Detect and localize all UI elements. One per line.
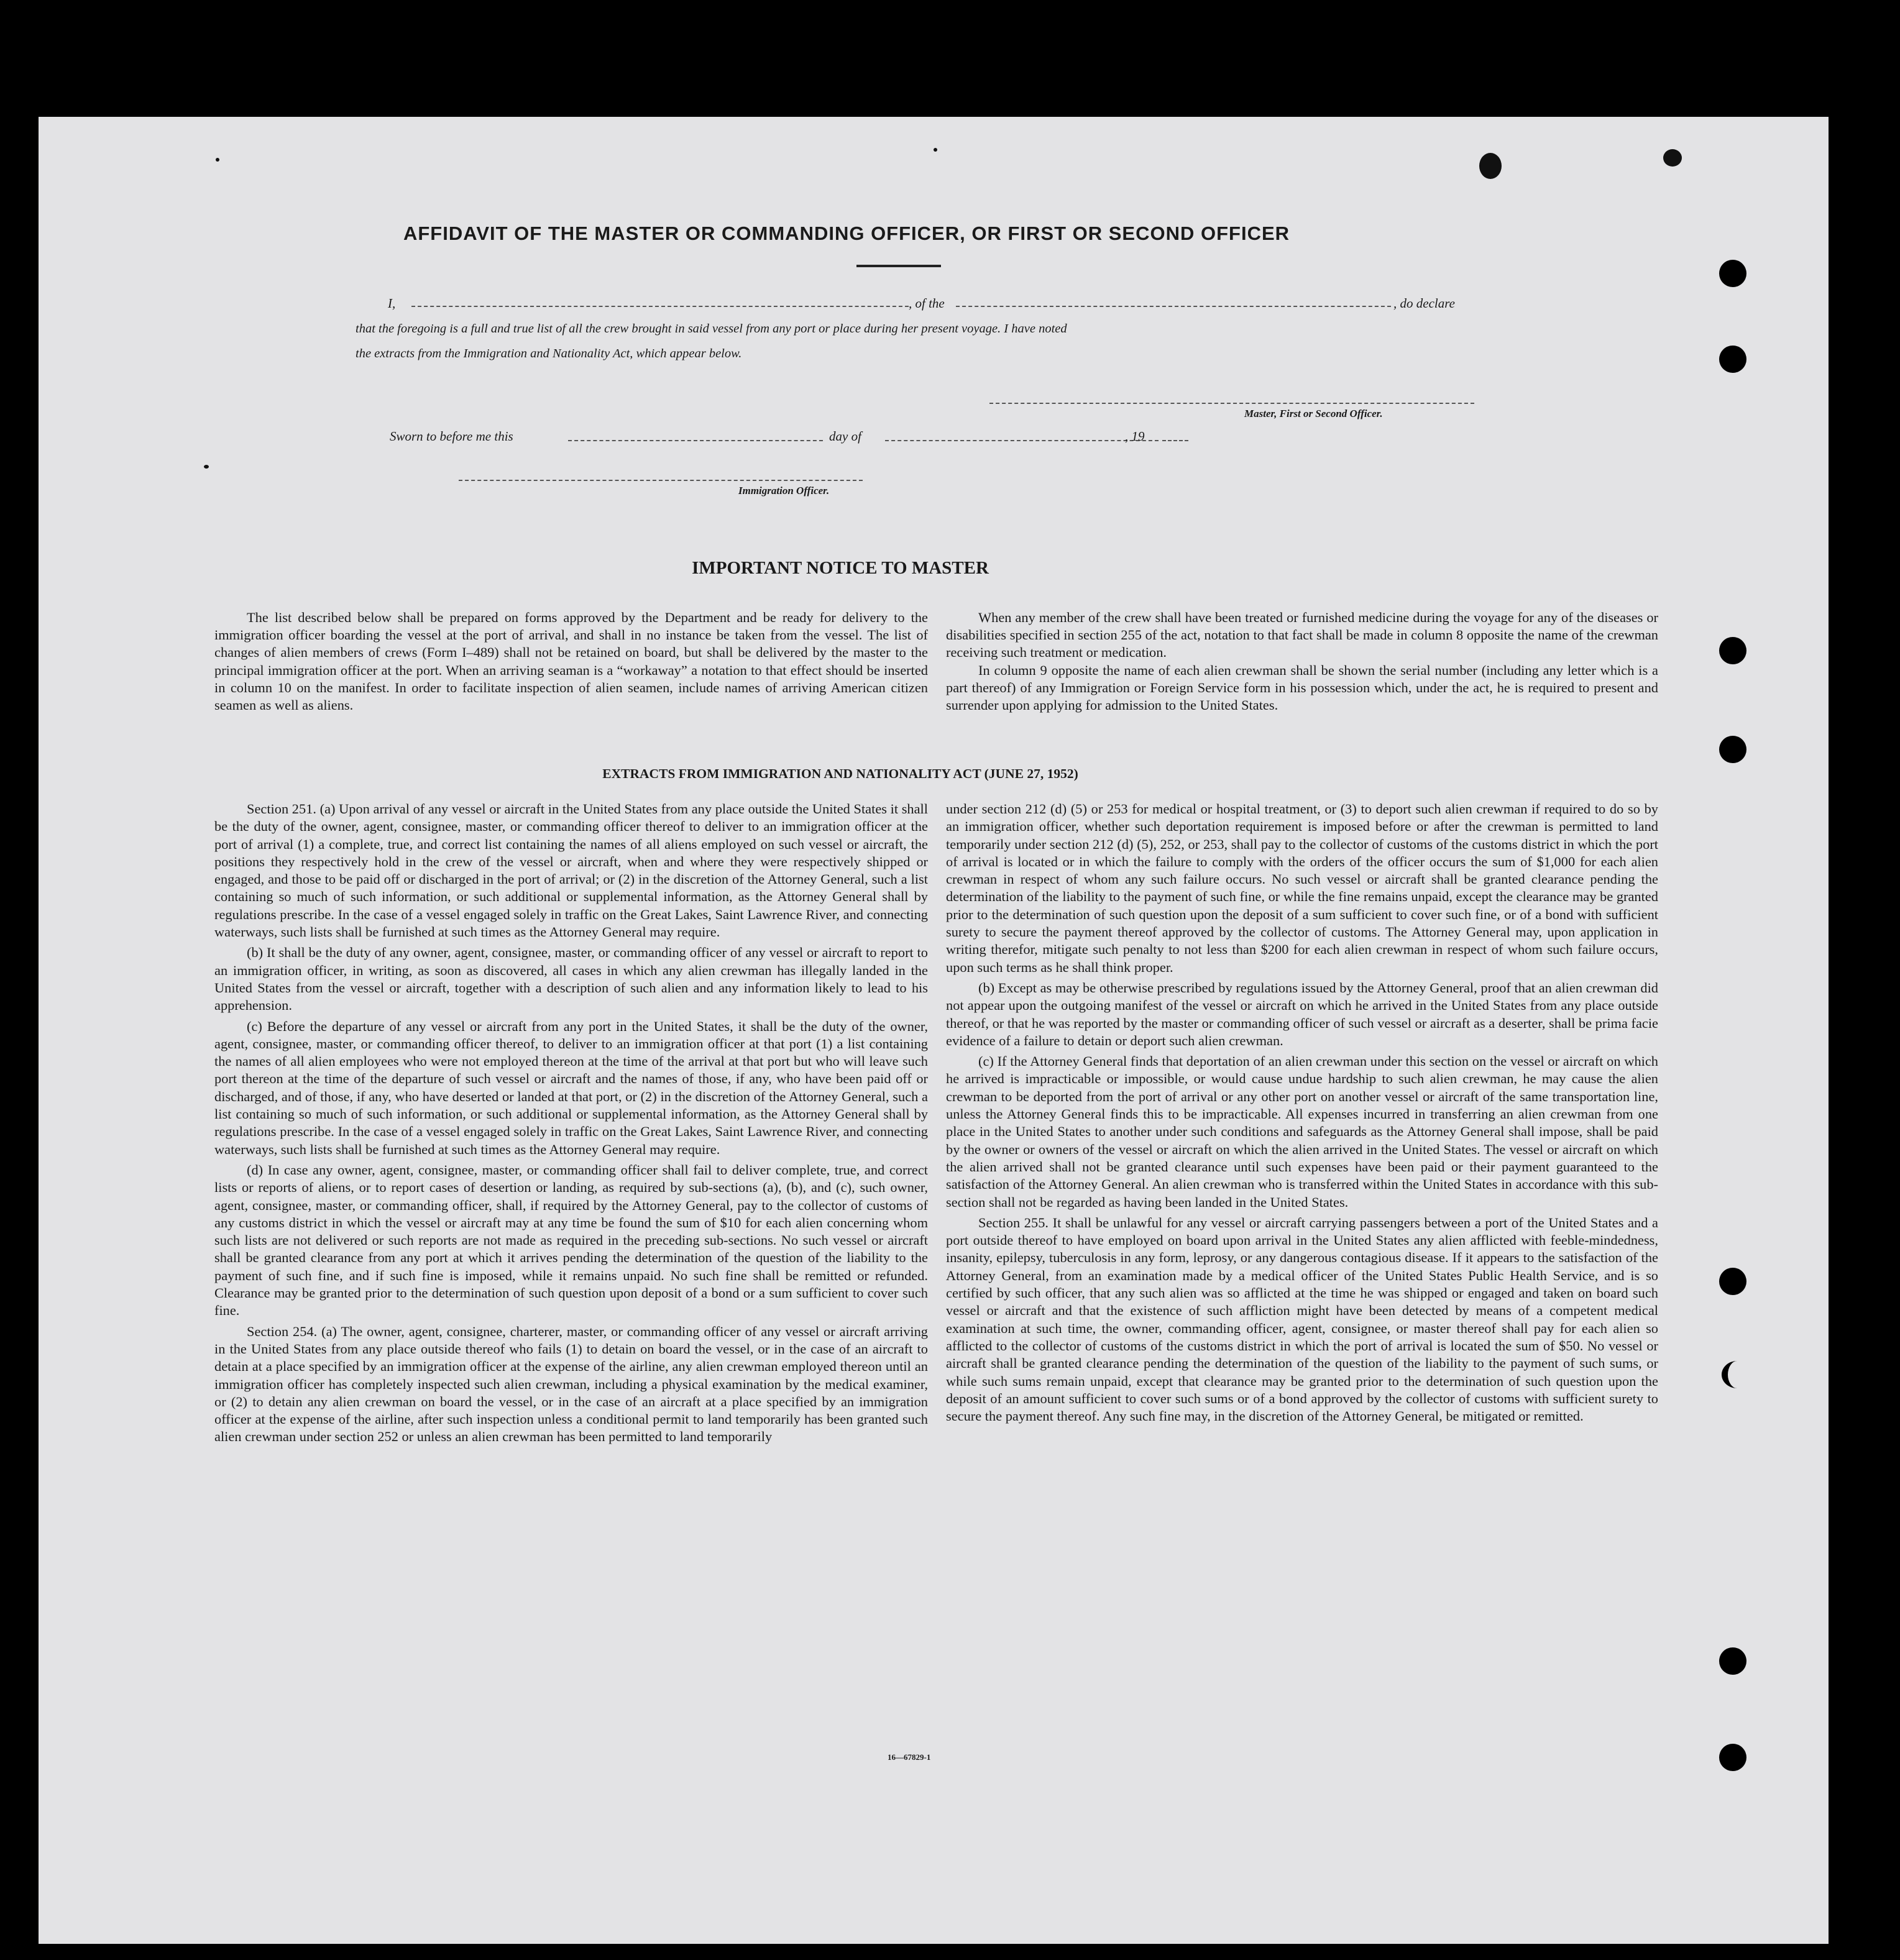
notice-left-column (214, 609, 928, 717)
declaration-line-1: that the foregoing is a full and true list of all the crew brought in said vessel from any port or place during her present voyage. I have noted (356, 322, 1067, 336)
affidavit-title: AFFIDAVIT OF THE MASTER OR COMMANDING OFFICER, OR FIRST OR SECOND OFFICER (403, 222, 1290, 244)
extracts-left-column (214, 800, 928, 1449)
day-blank (568, 440, 823, 441)
notice-paragraph: The list described below shall be prepared on forms approved by the Department and be ready for delivery to the immigration officer boarding the vessel at the port of arrival, and shall in no instance be taken from the vessel. The list of changes of alien members of crews (Form I–489) shall not be retained on board, but shall be delivered by the master to the principal immigration officer at the port. When an arriving seaman is a “workaway” a notation to that effect should be inserted in column 10 on the manifest. In order to facilitate inspection of alien seamen, include names of arriving American citizen seamen as well as aliens. (214, 610, 928, 713)
officer-signature-blank (459, 480, 863, 481)
declaration-line-2: the extracts from the Immigration and Nationality Act, which appear below. (356, 347, 742, 360)
punch-hole (1719, 1268, 1746, 1295)
i-label: I, (388, 296, 396, 311)
notice-title: IMPORTANT NOTICE TO MASTER (692, 558, 989, 578)
year-label: , 19 (1125, 429, 1145, 444)
month-blank (885, 440, 1159, 441)
day-of-label: day of (829, 429, 861, 444)
ink-speck (934, 148, 937, 152)
master-signature-label: Master, First or Second Officer. (1244, 408, 1383, 419)
ink-speck (216, 158, 219, 162)
act-section-paragraph: Section 255. It shall be unlawful for any vessel or aircraft carrying passengers between a port of the United States and a port outside thereof to have employed on board upon arrival in the United States any alien afflicted with feeble-mindedness, insanity, epilepsy, tuberculosis in any form, leprosy, or any dangerous contagious disease. If it appears to the satisfaction of the Attorney General, from an examination made by a medical officer of the United States Public Health Service, and is so certified by such officer, that any such alien was so afflicted at the time he was shipped or engaged and taken on board such vessel or aircraft and that the existence of such affliction might have been detected by means of a competent medical examination at such time, the owner, commanding officer, agent, consignee, or master thereof shall pay for each alien so afflicted to the collector of customs of the customs district in which the port of arrival is located the sum of $50. No vessel or aircraft shall be granted clearance pending the determination of the question of the liability to the payment of such sums, or while such sums remain unpaid, except that clearance may be granted prior to the determination of such question upon the deposit of an amount sufficient to cover such sums or of a bond approved by the collector of customs with sufficient surety to secure the payment thereof. Any such fine may, in the discretion of the Attorney General, be mitigated or remitted. (946, 1214, 1658, 1424)
do-declare-label: , do declare (1393, 296, 1455, 311)
year-blank (1162, 440, 1188, 441)
officer-signature-label: Immigration Officer. (738, 485, 830, 497)
act-section-paragraph: under section 212 (d) (5) or 253 for medical or hospital treatment, or (3) to deport such alien crewman if required to do so by an immigration officer, whether such deportation requirement is imposed before or after the crewman is permitted to land temporarily under section 212 (d) (5), 252, or 253, shall pay to the collector of customs of the customs district in which the port of arrival is located or in which the failure to comply with the orders of the officer occurs the sum of $1,000 for each alien crewman in respect of whom any such failure occurs. No such vessel or aircraft shall be granted clearance pending the determination of the liability to the payment of such fine, or while the fine remains unpaid, except the clearance may be granted prior to the determination of such question upon the deposit of a sum sufficient to cover such fine, or of a bond with sufficient surety to secure the payment thereof approved by the collector of customs. The Attorney General may, upon application in writing therefor, mitigate such penalty to not less than $200 for each alien crewman in respect of whom such failure occurs, upon such terms as he shall think proper. (946, 801, 1658, 975)
torn-hole (1722, 1361, 1753, 1388)
form-number: 16—67829-1 (888, 1752, 931, 1762)
act-section-paragraph: Section 251. (a) Upon arrival of any vessel or aircraft in the United States from any place outside the United States it shall be the duty of the owner, agent, consignee, master, or commanding officer thereof to deliver to an immigration officer at the port of arrival (1) a complete, true, and correct list containing the names of all aliens employed on such vessel or aircraft, the positions they respectively hold in the crew of the vessel or aircraft, when and where they were respectively shipped or engaged, and those to be paid off or discharged in the port of arrival; or (2) in the discretion of the Attorney General, such a list containing so much of such information, or such additional or supplemental information, as the Attorney General shall by regulations prescribe. In the case of a vessel engaged solely in traffic on the Great Lakes, Saint Lawrence River, and connecting waterways, such lists shall be furnished at such times as the Attorney General may require. (214, 801, 928, 940)
notice-right-column (946, 609, 1658, 717)
notice-paragraph: When any member of the crew shall have been treated or furnished medicine during the voyage for any of the diseases or disabilities specified in section 255 of the act, notation to that fact shall be made in column 8 opposite the name of the crewman receiving such treatment or medication. (946, 610, 1658, 661)
of-the-label: , of the (909, 296, 945, 311)
punch-hole (1719, 346, 1746, 373)
ink-blot (1479, 153, 1502, 179)
punch-hole (1719, 1744, 1746, 1771)
sworn-label: Sworn to before me this (390, 429, 513, 444)
act-section-paragraph: (d) In case any owner, agent, consignee, master, or commanding officer shall fail to deliver complete, true, and correct lists or reports of aliens, or to report cases of desertion or landing, as required by sub-sections (a), (b), and (c), such owner, agent, consignee, master, or commanding officer, shall, if required by the Attorney General, pay to the collector of customs of any customs district in which the vessel or aircraft may at any time be found the sum of $10 for each alien concerning whom such lists are not delivered or such reports are not made as required in the preceding sub-sections. No such vessel or aircraft shall be granted clearance from any port at which it arrives pending the determination of the question of the liability to the payment of such fine, and if such fine is imposed, while it remains unpaid. No such fine shall be remitted or refunded. Clearance may be granted prior to the determination of such question upon deposit of a bond or a sum sufficient to cover such fine. (214, 1161, 928, 1319)
act-section-paragraph: (b) It shall be the duty of any owner, agent, consignee, master, or commanding officer of any vessel or aircraft to report to an immigration officer, in writing, as soon as discovered, all cases in which any alien crewman has illegally landed in the United States from the vessel or aircraft, together with a description of such alien and any information likely to lead to his apprehension. (214, 945, 928, 1014)
punch-hole (1719, 736, 1746, 763)
name-blank (411, 306, 909, 307)
extracts-title: EXTRACTS FROM IMMIGRATION AND NATIONALITY ACT (JUNE 27, 1952) (602, 766, 1078, 781)
extracts-right-column (946, 800, 1658, 1428)
notice-paragraph: In column 9 opposite the name of each alien crewman shall be shown the serial number (including any letter which is a part thereof) of any Immigration or Foreign Service form in his possession which, under the act, he is required to present and surrender upon applying for admission to the United States. (946, 662, 1658, 713)
act-section-paragraph: (b) Except as may be otherwise prescribed by regulations issued by the Attorney General, proof that an alien crewman did not appear upon the outgoing manifest of the vessel or aircraft on which he arrived in the United States from any place outside thereof, or that he was reported by the master or commanding officer of such vessel or aircraft as a deserter, shall be prima facie evidence of a failure to detain or deport such alien crewman. (946, 979, 1658, 1048)
ink-speck (204, 465, 209, 469)
document-page (39, 117, 1829, 1944)
ink-blot (1663, 149, 1682, 167)
title-underline (856, 265, 941, 267)
act-section-paragraph: (c) Before the departure of any vessel or aircraft from any port in the United States, it shall be the duty of the owner, agent, consignee, master, or commanding officer thereof, to deliver to an immigration officer at that port (1) a list containing the names of all alien employees who were not employed thereon at the time of the arrival at that port but who will leave such port thereon at the time of the departure of such vessel or aircraft and the names of those, if any, who have been paid off or discharged, and of those, if any, who have deserted or landed at that port, or (2) in the discretion of the Attorney General, such a list containing so much of such information, or such additional or supplemental information, as the Attorney General shall by regulations prescribe. In the case of a vessel engaged solely in traffic on the Great Lakes, Saint Lawrence River, and connecting waterways, such lists shall be furnished at such times as the Attorney General may require. (214, 1018, 928, 1157)
act-section-paragraph: (c) If the Attorney General finds that deportation of an alien crewman under this section on the vessel or aircraft on which he arrived is impracticable or impossible, or would cause undue hardship to such alien crewman, he may cause the alien crewman to be deported from the port of arrival or any other port on another vessel or aircraft of the same transportation line, unless the Attorney General finds this to be impracticable. All expenses incurred in transferring an alien crewman from one place in the United States to another under such conditions and safeguards as the Attorney General shall impose, shall be paid by the owner or owners of the vessel or aircraft on which the alien arrived in the United States. The vessel or aircraft on which the alien arrived shall not be granted clearance until such expenses have been paid or their payment guaranteed to the satisfaction of the Attorney General. An alien crewman who is transferred within the United States in accordance with this sub-section shall not be regarded as having been landed in the United States. (946, 1053, 1658, 1210)
master-signature-blank (989, 403, 1474, 404)
vessel-blank (956, 306, 1391, 307)
punch-hole (1719, 637, 1746, 664)
punch-hole (1719, 260, 1746, 287)
act-section-paragraph: Section 254. (a) The owner, agent, consignee, charterer, master, or commanding officer of any vessel or aircraft arriving in the United States from any place outside thereof who fails (1) to detain on board the vessel, or in the case of an aircraft to detain at a place specified by an immigration officer at the expense of the airline, any alien crewman employed thereon until an immigration officer has completely inspected such alien crewman, including a physical examination by the medical examiner, or (2) to detain any alien crewman on board the vessel, or in the case of an aircraft at a place specified by an immigration officer at the expense of the airline, after such inspection unless a conditional permit to land temporarily has been granted such alien crewman under section 252 or unless an alien crewman has been permitted to land temporarily (214, 1323, 928, 1445)
punch-hole (1719, 1647, 1746, 1675)
